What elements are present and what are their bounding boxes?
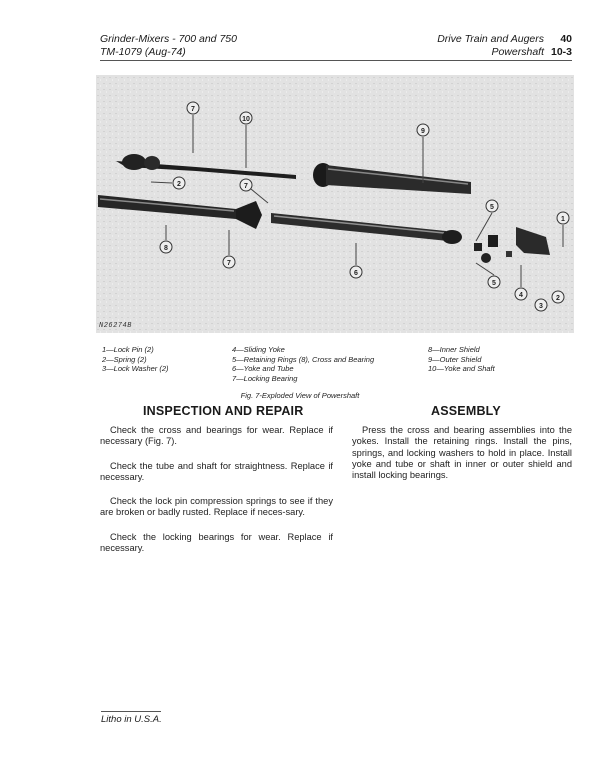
svg-text:3: 3 — [539, 303, 543, 310]
callout-3 — [535, 299, 547, 311]
photo-id: N26274B — [99, 322, 132, 330]
paragraph: Check the tube and shaft for straightness. Replace if necessary. — [100, 460, 333, 482]
header-right — [437, 33, 572, 59]
page-number: 10-3 — [550, 46, 572, 58]
svg-text:7: 7 — [227, 260, 231, 267]
svg-text:9: 9 — [421, 128, 425, 135]
legend-item: 4—Sliding Yoke — [232, 345, 285, 354]
callout-6 — [350, 266, 362, 278]
callout-2-left — [173, 177, 185, 189]
svg-text:5: 5 — [492, 280, 496, 287]
callout-9 — [417, 124, 429, 136]
footer-rule — [101, 711, 161, 712]
callout-7-top — [187, 102, 199, 114]
legend-column-3 — [428, 345, 495, 374]
paragraph: Check the cross and bearings for wear. Replace if necessary (Fig. 7). — [100, 425, 333, 447]
svg-text:6: 6 — [354, 270, 358, 277]
legend-item: 2—Spring (2) — [102, 354, 147, 364]
legend-item: 5—Retaining Rings (8), Cross and Bearing — [232, 354, 375, 364]
manual-number: TM-1079 (Aug-74) — [100, 46, 186, 58]
svg-text:7: 7 — [244, 183, 248, 190]
callout-5-bottom — [488, 276, 500, 288]
legend-item: 3—Lock Washer (2) — [102, 364, 169, 373]
legend-item: 6—Yoke and Tube — [232, 364, 294, 373]
svg-text:1: 1 — [561, 216, 565, 223]
subsection-name: Powershaft — [491, 46, 544, 58]
legend-column-1 — [102, 345, 169, 374]
svg-text:8: 8 — [164, 245, 168, 252]
callout-10 — [240, 112, 252, 124]
callout-7-low — [223, 256, 235, 268]
callout-7-mid — [240, 179, 252, 191]
inspection-body — [100, 425, 333, 567]
assembly-heading: ASSEMBLY — [431, 404, 501, 418]
svg-text:4: 4 — [519, 292, 523, 299]
header-rule — [100, 60, 572, 61]
svg-text:7: 7 — [191, 106, 195, 113]
legend-column-2 — [232, 345, 374, 383]
svg-text:2: 2 — [177, 181, 181, 188]
manual-title: Grinder-Mixers - 700 and 750 — [100, 33, 237, 45]
legend-item: 9—Outer Shield — [428, 354, 482, 364]
footer-text: Litho in U.S.A. — [101, 714, 162, 725]
legend-item: 1—Lock Pin (2) — [102, 345, 154, 354]
svg-text:5: 5 — [490, 204, 494, 211]
callout-1 — [557, 212, 569, 224]
paragraph: Check the lock pin compression springs to see if they are broken or badly rusted. Replace if neces-sary. — [100, 496, 333, 518]
callout-8 — [160, 241, 172, 253]
callout-4 — [515, 288, 527, 300]
legend-item: 7—Locking Bearing — [232, 373, 298, 383]
section-number: 40 — [560, 33, 572, 45]
exploded-view-photo — [96, 75, 574, 333]
svg-text:10: 10 — [242, 116, 250, 123]
paragraph: Check the locking bearings for wear. Replace if necessary. — [100, 531, 333, 554]
figure-caption: Fig. 7-Exploded View of Powershaft — [240, 391, 360, 400]
powershaft-illustration — [96, 75, 574, 333]
inspection-heading: INSPECTION AND REPAIR — [143, 404, 304, 418]
paragraph: Press the cross and bearing assemblies into the yokes. Install the retaining rings. Install the pins, springs, and locking washers to hold in place. Install yoke and tube or shaft in inner or outer shield and install locking bearings. — [352, 425, 572, 481]
callout-2-right — [552, 291, 564, 303]
section-name: Drive Train and Augers — [437, 33, 544, 45]
legend-item: 8—Inner Shield — [428, 345, 480, 354]
assembly-body — [352, 425, 572, 494]
legend-item: 10—Yoke and Shaft — [428, 364, 495, 373]
callout-5-top — [486, 200, 498, 212]
header-left — [100, 33, 237, 59]
svg-text:2: 2 — [556, 295, 560, 302]
